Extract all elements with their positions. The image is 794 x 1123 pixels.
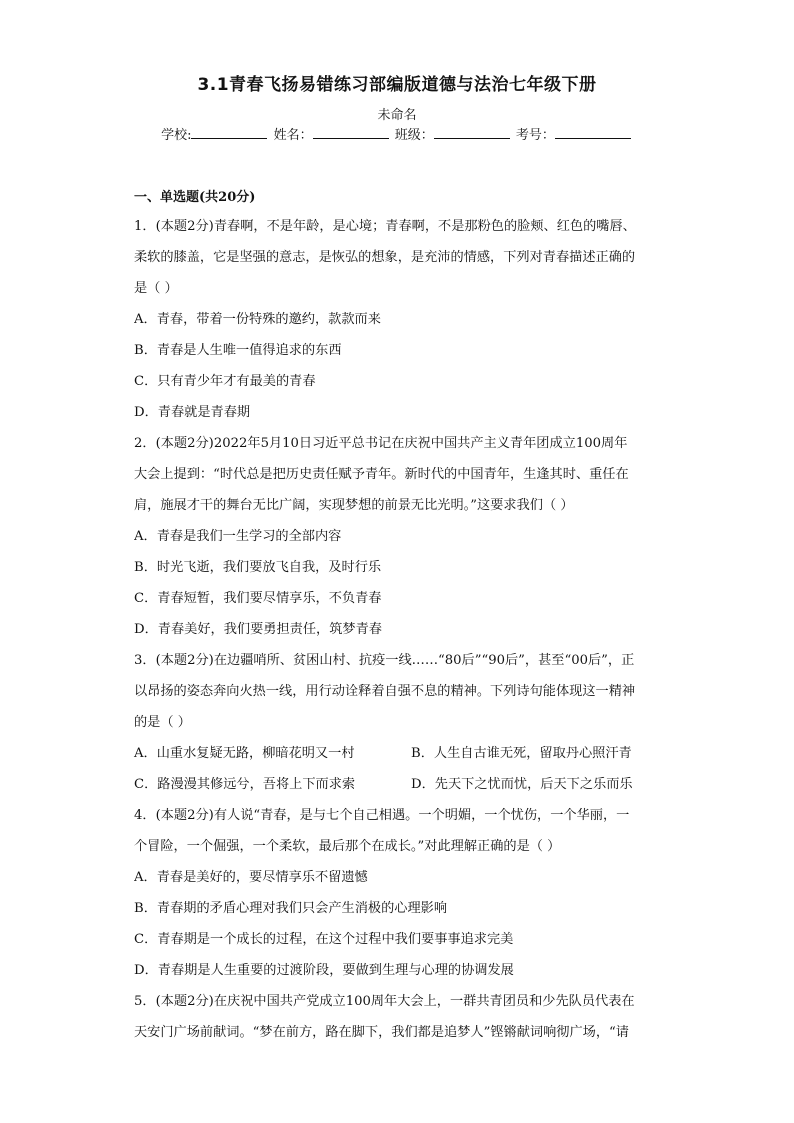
question-2 [134,428,664,645]
student-info-row [0,124,794,143]
question-stem-line: 2．(本题2分)2022年5月10日习近平总书记在庆祝中国共产主义青年团成立100周年 [134,436,628,451]
question-stem-line: 3．(本题2分)在边疆哨所、贫困山村、抗疫一线……“80后”“90后”，甚至“00后”，正 [134,653,635,668]
option-c: C．路漫漫其修远兮，吾将上下而求索 [134,777,356,792]
option-b: B．青春是人生唯一值得追求的东西 [134,343,342,358]
question-stem-line: 的是（ ） [134,715,191,730]
option-a: A．青春，带着一份特殊的邀约，款款而来 [134,312,381,327]
option-a: A．青春是我们一生学习的全部内容 [134,529,342,544]
name-label: 姓名： [273,128,313,143]
option-c: C．青春期是一个成长的过程，在这个过程中我们要事事追求完美 [134,932,514,947]
question-stem-line: 是（ ） [134,281,178,296]
school-label: 学校: [161,128,192,143]
question-stem-line: 4．(本题2分)有人说“青春，是与七个自己相遇。一个明媚，一个忧伤，一个华丽，一 [134,808,630,823]
question-list [134,211,664,1048]
exam-number-label: 考号： [515,128,555,143]
option-a: A．山重水复疑无路，柳暗花明又一村 [134,746,355,761]
option-a: A．青春是美好的，要尽情享乐不留遗憾 [134,870,368,885]
question-stem-line: 个冒险，一个倔强，一个柔软，最后那个在成长。”对此理解正确的是（ ） [134,839,561,854]
section-heading: 一、单选题(共20分) [134,190,256,205]
question-4 [134,800,664,986]
name-blank [313,126,389,139]
class-blank [434,126,510,139]
school-blank [191,126,267,139]
question-stem-line: 5．(本题2分)在庆祝中国共产党成立100周年大会上，一群共青团员和少先队员代表在 [134,994,635,1009]
option-d: D．青春就是青春期 [134,405,251,420]
page-title: 3.1青春飞扬易错练习部编版道德与法治七年级下册 [197,75,597,95]
question-1 [134,211,664,428]
option-b: B．人生自古谁无死，留取丹心照汗青 [411,746,632,761]
option-d: D．先天下之忧而忧，后天下之乐而乐 [411,777,633,792]
question-stem-line: 以昂扬的姿态奔向火热一线，用行动诠释着自强不息的精神。下列诗句能体现这一精神 [134,684,636,699]
class-label: 班级： [394,128,434,143]
page-subtitle: 未命名 [377,108,417,123]
question-5 [134,986,664,1048]
option-c: C．青春短暂，我们要尽情享乐，不负青春 [134,591,382,606]
question-stem-line: 大会上提到：“时代总是把历史责任赋予青年。新时代的中国青年，生逢其时、重任在 [134,467,629,482]
option-row [134,769,664,800]
question-stem-line: 1．(本题2分)青春啊，不是年龄，是心境；青春啊，不是那粉色的脸颊、红色的嘴唇、 [134,219,636,234]
question-stem-line: 天安门广场前献词。“梦在前方，路在脚下，我们都是追梦人”铿锵献词响彻广场，“请 [134,1025,629,1040]
option-c: C．只有青少年才有最美的青春 [134,374,316,389]
option-d: D．青春美好，我们要勇担责任，筑梦青春 [134,622,382,637]
question-stem-line: 柔软的膝盖，它是坚强的意志，是恢弘的想象，是充沛的情感，下列对青春描述正确的 [134,250,636,265]
option-b: B．青春期的矛盾心理对我们只会产生消极的心理影响 [134,901,448,916]
exam-number-blank [555,126,631,139]
option-row [134,738,664,769]
option-d: D．青春期是人生重要的过渡阶段，要做到生理与心理的协调发展 [134,963,514,978]
option-b: B．时光飞逝，我们要放飞自我，及时行乐 [134,560,382,575]
question-3 [134,645,664,800]
question-stem-line: 肩，施展才干的舞台无比广阔，实现梦想的前景无比光明。”这要求我们（ ） [134,498,574,513]
